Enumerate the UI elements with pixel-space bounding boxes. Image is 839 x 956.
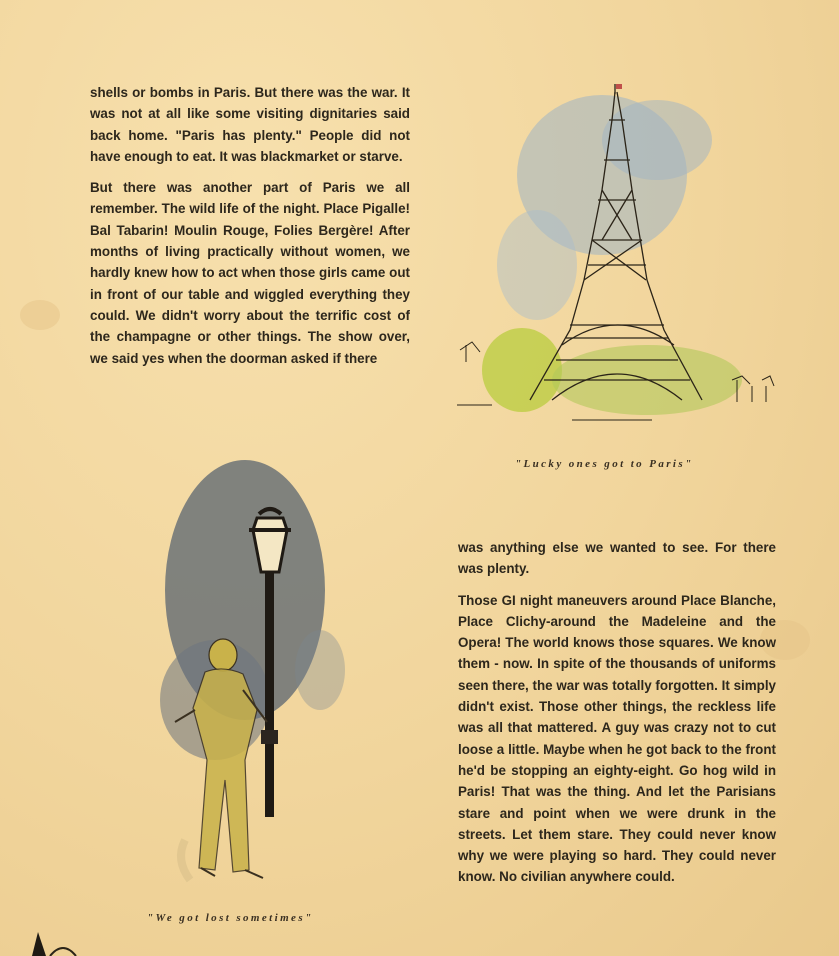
- paragraph: was anything else we wanted to see. For there was plenty.: [458, 540, 776, 577]
- paragraph: Those GI night maneuvers around Place Blanche, Place Clichy-around the Madeleine and the Opera! The world knows those squares. We know them - now. In spite of the thousands of uniforms seen there, the war was totally forgotten. It simply didn't exist. Those other things, the reckless life was all that mattered. A guy was crazy not to cut loose a little. Maybe when he got back to the front he'd be stopping an eighty-eight. Go hog wild in Paris! That was the thing. And let the Parisians stare and point when we were drunk in the streets. Let them stare. They could never know why we were playing so hard. They could never know. No civilian anywhere could.: [458, 592, 776, 885]
- eiffel-tower-illustration: [452, 80, 782, 435]
- paper-stain: [20, 300, 60, 330]
- corner-mark: [28, 930, 78, 956]
- lamp-post-illustration: [145, 460, 360, 895]
- text-column-left: [90, 82, 410, 379]
- grass-wash: [482, 328, 562, 412]
- sky-wash: [497, 210, 577, 320]
- flag: [616, 84, 622, 89]
- text-column-right: [458, 537, 776, 898]
- night-wash: [295, 630, 345, 710]
- paragraph: shells or bombs in Paris. But there was the war. It was not at all like some visiting dignitaries said back home. "Paris has plenty." People did not have enough to eat. It was blackmarket or starve.: [90, 85, 410, 164]
- sky-wash: [602, 100, 712, 180]
- caption-eiffel: "Lucky ones got to Paris": [515, 458, 694, 470]
- paragraph: But there was another part of Paris we all remember. The wild life of the night. Place Pigalle! Bal Tabarin! Moulin Rouge, Folies Bergère! After months of living practically without women, we hardly knew how to act when those girls came out in front of our table and wiggled everything they could. We didn't worry about the terrific cost of the champagne or other things. The show over, we said yes when the doorman asked if there: [90, 180, 410, 366]
- caption-lamp: "We got lost sometimes": [147, 912, 314, 924]
